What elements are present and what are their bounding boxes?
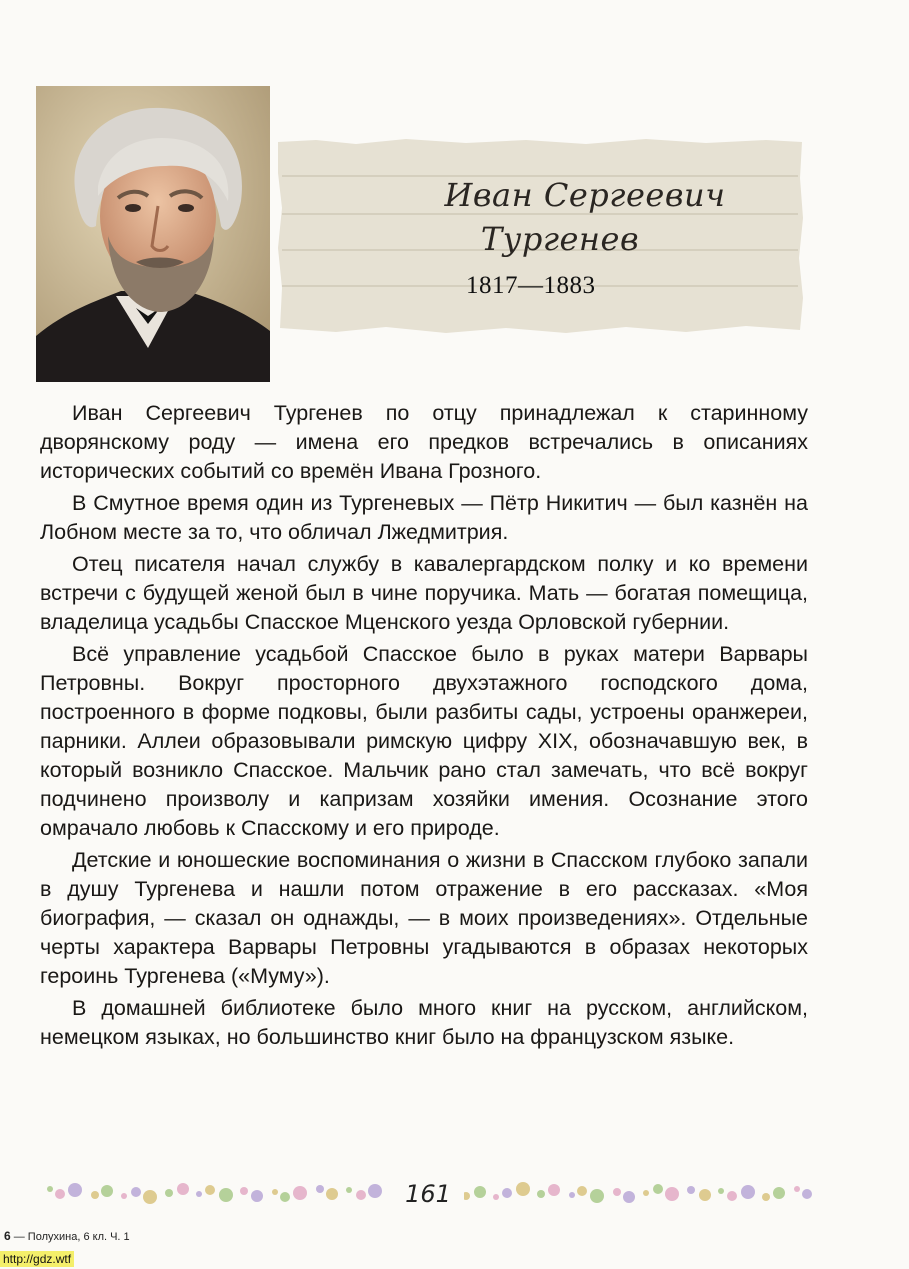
author-first-name: Иван Сергеевич [444,176,726,214]
ornament-dot [143,1190,157,1204]
ornament-dot [272,1189,278,1195]
ornament-dot [240,1187,248,1195]
ornament-dot [537,1190,545,1198]
paragraph: В Смутное время один из Тургеневых — Пётр Никитич — был казнён на Лобном месте за то, что обличал Лжедмитрия. [40,491,808,544]
ornament-dot [699,1189,711,1201]
ornament-dot [316,1185,324,1193]
signature-number: 6 [4,1229,11,1243]
ornament-dot [165,1189,173,1197]
ornament-dot [219,1188,233,1202]
ornament-dot [727,1191,737,1201]
ornament-dot [802,1189,812,1199]
ornament-dot [577,1186,587,1196]
page-number: 161 [392,1180,464,1208]
ornament-dot [131,1187,141,1197]
ornament-dot [502,1188,512,1198]
ornament-dot [653,1184,663,1194]
ornament-dot [68,1183,82,1197]
ornament-dot [280,1192,290,1202]
imprint-text: — Полухина, 6 кл. Ч. 1 [13,1231,130,1243]
ornament-dot [794,1186,800,1192]
paragraph: Иван Сергеевич Тургенев по отцу принадлежал к старинному дворянскому роду — имена его предков встречались в описаниях исторических событий со времён Ивана Грозного. [40,401,808,483]
ornament-dot [474,1186,486,1198]
ornament-dot [665,1187,679,1201]
ornament-dot [121,1193,127,1199]
ornament-dot [687,1186,695,1194]
ornament-dot [548,1184,560,1196]
ornament-dot [101,1185,113,1197]
ornament-dot [251,1190,263,1202]
portrait-image [36,86,270,382]
paragraph: Детские и юношеские воспоминания о жизни в Спасском глубоко запали в душу Тургенева и нашли потом отражение в его рассказах. «Моя биография, — сказал он однажды, — в моих произведениях». Отдельные черты характера Варвары Петровны угадываются в образах некоторых героинь Тургенева («Муму»). [40,848,808,988]
author-last-name: Тургенев [480,220,640,258]
ornament-dot [55,1189,65,1199]
ornament-dot [643,1190,649,1196]
ornament-dot [613,1188,621,1196]
ornament-dot [569,1192,575,1198]
ornament-dot [516,1182,530,1196]
ornament-dot [205,1185,215,1195]
ornament-dot [326,1188,338,1200]
imprint [4,1229,130,1243]
ornament-dot [773,1187,785,1199]
name-card [276,138,804,334]
ornament-dot [356,1190,366,1200]
paragraph: Отец писателя начал службу в кавалергардском полку и ко времени встречи с будущей женой был в чине поручика. Мать — богатая помещица, владелица усадьбы Спасское Мценского уезда Орловской губернии. [40,552,808,634]
watermark-link[interactable]: http://gdz.wtf [0,1251,74,1267]
paragraph: В домашней библиотеке было много книг на русском, английском, немецком языках, но большинство книг было на французском языке. [40,996,808,1049]
life-years: 1817—1883 [466,272,596,299]
ornament-dot [718,1188,724,1194]
ornament-dot [493,1194,499,1200]
ornament-dot [91,1191,99,1199]
ornament-dot [293,1186,307,1200]
turgenev-portrait-icon [36,86,270,382]
ornament-dot [741,1185,755,1199]
body-text [40,399,808,1055]
ornament-dot [346,1187,352,1193]
ornament-dot [590,1189,604,1203]
ornament-dot [196,1191,202,1197]
paragraph: Всё управление усадьбой Спасское было в руках матери Варвары Петровны. Вокруг просторного двухэтажного господского дома, построенного в форме подковы, были разбиты сады, устроены оранжереи, парники. Аллеи образовывали римскую цифру XIX, обозначавшую век, в который возникло Спасское. Мальчик рано стал замечать, что всё вокруг подчинено произволу и капризам хозяйки имения. Осознание этого омрачало любовь к Спасскому и его природе. [40,642,808,840]
ornament-dot [368,1184,382,1198]
ornament-dot [623,1191,635,1203]
ornament-dot [47,1186,53,1192]
ornament-dot [177,1183,189,1195]
ornament-dot [762,1193,770,1201]
